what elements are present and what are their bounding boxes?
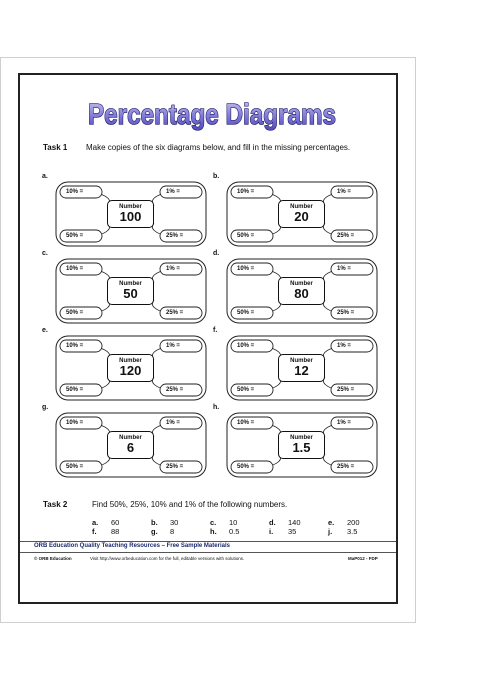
- number-box: [278, 431, 325, 459]
- diagram-number: 6: [126, 440, 135, 455]
- task2-item-letter: h.: [210, 527, 217, 536]
- number-box: [278, 200, 325, 228]
- diagram-number: 1.5: [292, 440, 311, 455]
- twentyfive-percent-label: 25% =: [166, 464, 184, 470]
- task2-item-value: 35: [288, 527, 297, 536]
- percentage-diagram: [55, 258, 207, 324]
- one-percent-label: 1% =: [166, 420, 180, 426]
- one-percent-label: 1% =: [337, 420, 351, 426]
- number-box: [107, 200, 154, 228]
- percentage-diagram: [226, 258, 378, 324]
- twentyfive-percent-label: 25% =: [166, 387, 184, 393]
- twentyfive-percent-label: 25% =: [337, 310, 355, 316]
- diagram-letter: b.: [213, 173, 220, 180]
- task2-item-value: 140: [288, 518, 301, 527]
- number-box: [107, 354, 154, 382]
- one-percent-label: 1% =: [337, 266, 351, 272]
- one-percent-label: 1% =: [337, 189, 351, 195]
- footer-divider-2: [20, 552, 396, 553]
- fifty-percent-label: 50% =: [237, 310, 255, 316]
- diagram-letter: c.: [42, 250, 48, 257]
- task2-item-letter: a.: [92, 518, 99, 527]
- fifty-percent-label: 50% =: [237, 464, 255, 470]
- footer-copyright: © ORB Education: [34, 556, 72, 561]
- fifty-percent-label: 50% =: [66, 310, 84, 316]
- number-box: [107, 277, 154, 305]
- ten-percent-label: 10% =: [66, 343, 84, 349]
- number-box: [278, 277, 325, 305]
- task2-item-letter: i.: [269, 527, 274, 536]
- diagram-number: 12: [294, 363, 309, 378]
- title-text: Percentage Diagrams: [88, 99, 336, 131]
- twentyfive-percent-label: 25% =: [337, 387, 355, 393]
- fifty-percent-label: 50% =: [66, 233, 84, 239]
- diagram-number: 100: [119, 209, 142, 224]
- worksheet-page: [0, 57, 416, 623]
- diagram-letter: d.: [213, 250, 220, 257]
- ten-percent-label: 10% =: [237, 343, 255, 349]
- diagram-letter: h.: [213, 404, 220, 411]
- number-word: Number: [119, 204, 142, 210]
- ten-percent-label: 10% =: [237, 189, 255, 195]
- ten-percent-label: 10% =: [66, 266, 84, 272]
- fifty-percent-label: 50% =: [237, 387, 255, 393]
- task2-item-value: 60: [111, 518, 120, 527]
- task1-instruction: Make copies of the six diagrams below, and fill in the missing percentages.: [86, 143, 351, 152]
- percentage-diagram: [55, 181, 207, 247]
- one-percent-label: 1% =: [166, 266, 180, 272]
- task2-item-letter: e.: [328, 518, 335, 527]
- ten-percent-label: 10% =: [237, 420, 255, 426]
- task2-item-value: 3.5: [347, 527, 358, 536]
- footer-heading: ORB Education Quality Teaching Resources – Free Sample Materials: [34, 543, 230, 549]
- diagram-letter: e.: [42, 327, 48, 334]
- task2-item-value: 10: [229, 518, 238, 527]
- twentyfive-percent-label: 25% =: [337, 464, 355, 470]
- fifty-percent-label: 50% =: [66, 464, 84, 470]
- one-percent-label: 1% =: [166, 343, 180, 349]
- page-title: [82, 93, 342, 133]
- percentage-diagram: [55, 335, 207, 401]
- twentyfive-percent-label: 25% =: [166, 310, 184, 316]
- diagram-letter: f.: [213, 327, 218, 334]
- task2-item-value: 8: [170, 527, 175, 536]
- percentage-diagram: [55, 412, 207, 478]
- task2-item-letter: d.: [269, 518, 276, 527]
- number-word: Number: [119, 281, 142, 287]
- worksheet-frame: [18, 73, 398, 604]
- number-box: [107, 431, 154, 459]
- footer-code: MaP012 - FDP: [348, 556, 378, 561]
- task2-label: Task 2: [43, 500, 68, 509]
- diagram-number: 120: [119, 363, 142, 378]
- task2-item-letter: c.: [210, 518, 217, 527]
- number-word: Number: [290, 281, 313, 287]
- task2-item-letter: g.: [151, 527, 158, 536]
- twentyfive-percent-label: 25% =: [166, 233, 184, 239]
- task1-label: Task 1: [43, 143, 68, 152]
- twentyfive-percent-label: 25% =: [337, 233, 355, 239]
- diagram-number: 50: [123, 286, 138, 301]
- number-word: Number: [290, 204, 313, 210]
- diagram-number: 20: [294, 209, 309, 224]
- percentage-diagram: [226, 412, 378, 478]
- number-word: Number: [119, 358, 142, 364]
- percentage-diagram: [226, 335, 378, 401]
- number-word: Number: [119, 435, 142, 441]
- footer-divider: [20, 541, 396, 542]
- task2-item-letter: f.: [92, 527, 97, 536]
- number-word: Number: [290, 358, 313, 364]
- task2-item-letter: j.: [328, 527, 333, 536]
- one-percent-label: 1% =: [337, 343, 351, 349]
- task2-item-value: 200: [347, 518, 360, 527]
- one-percent-label: 1% =: [166, 189, 180, 195]
- fifty-percent-label: 50% =: [237, 233, 255, 239]
- ten-percent-label: 10% =: [66, 420, 84, 426]
- diagram-letter: g.: [42, 404, 49, 411]
- diagram-letter: a.: [42, 173, 48, 180]
- ten-percent-label: 10% =: [66, 189, 84, 195]
- task2-instruction: Find 50%, 25%, 10% and 1% of the following numbers.: [92, 500, 288, 509]
- task2-item-letter: b.: [151, 518, 158, 527]
- diagram-number: 80: [294, 286, 309, 301]
- percentage-diagram: [226, 181, 378, 247]
- footer-visit: Visit http://www.orbeducation.com for the full, editable versions with solutions.: [90, 556, 245, 561]
- fifty-percent-label: 50% =: [66, 387, 84, 393]
- task2-item-value: 0.5: [229, 527, 240, 536]
- number-box: [278, 354, 325, 382]
- task2-item-value: 88: [111, 527, 120, 536]
- ten-percent-label: 10% =: [237, 266, 255, 272]
- task2-item-value: 30: [170, 518, 179, 527]
- number-word: Number: [290, 435, 313, 441]
